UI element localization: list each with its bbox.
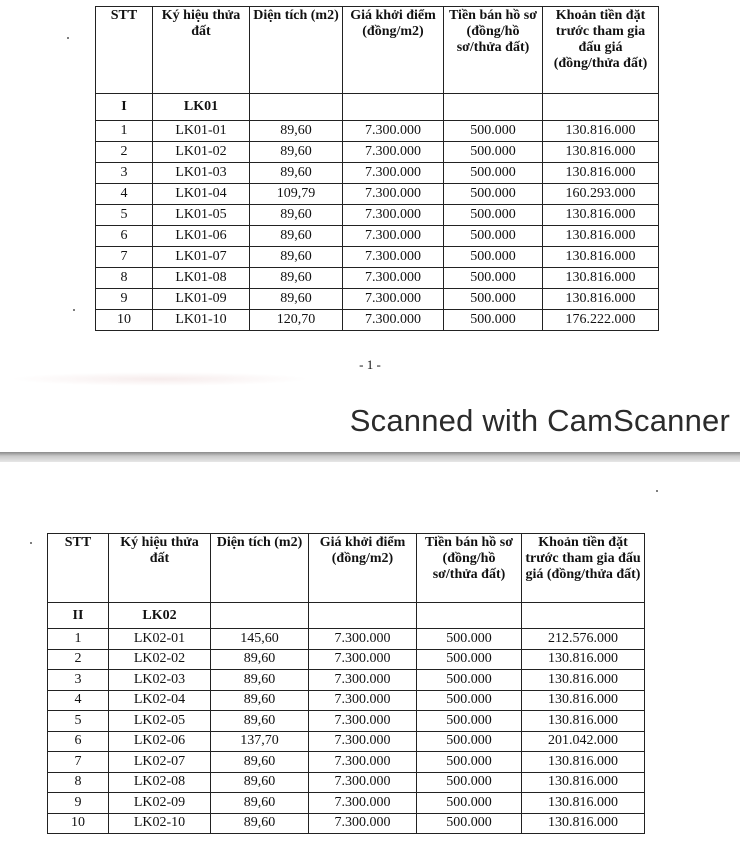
table-row [96, 205, 659, 226]
row-deposit: 130.816.000 [543, 289, 659, 310]
row-starting-price: 7.300.000 [343, 184, 444, 205]
row-document-fee: 500.000 [444, 310, 543, 331]
row-deposit: 212.576.000 [522, 629, 645, 650]
row-document-fee: 500.000 [417, 670, 522, 691]
row-deposit: 130.816.000 [543, 121, 659, 142]
land-plot-table-lk02 [47, 533, 645, 834]
table-row [48, 752, 645, 773]
row-stt: 10 [48, 813, 109, 834]
row-plot-code: LK01-08 [153, 268, 250, 289]
header-area: Diện tích (m2) [211, 534, 309, 603]
table-row [48, 793, 645, 814]
row-area: 89,60 [211, 793, 309, 814]
row-deposit: 130.816.000 [543, 205, 659, 226]
table-row [96, 268, 659, 289]
row-document-fee: 500.000 [417, 711, 522, 732]
row-plot-code: LK01-05 [153, 205, 250, 226]
row-document-fee: 500.000 [417, 793, 522, 814]
header-starting-price: Giá khởi điểm (đồng/m2) [309, 534, 417, 603]
row-deposit: 201.042.000 [522, 731, 645, 752]
row-document-fee: 500.000 [417, 813, 522, 834]
row-area: 89,60 [250, 121, 343, 142]
group-code: LK02 [109, 603, 211, 629]
row-starting-price: 7.300.000 [309, 690, 417, 711]
row-plot-code: LK01-04 [153, 184, 250, 205]
row-starting-price: 7.300.000 [343, 247, 444, 268]
header-deposit: Khoản tiền đặt trước tham gia đấu giá (đồng/thửa đất) [522, 534, 645, 603]
header-area: Diện tích (m2) [250, 7, 343, 94]
table-row [96, 142, 659, 163]
row-document-fee: 500.000 [444, 163, 543, 184]
row-plot-code: LK02-05 [109, 711, 211, 732]
row-document-fee: 500.000 [444, 121, 543, 142]
header-document-fee: Tiền bán hồ sơ (đồng/hồ sơ/thửa đất) [444, 7, 543, 94]
row-stt: 9 [48, 793, 109, 814]
group-number: II [48, 603, 109, 629]
row-deposit: 130.816.000 [522, 670, 645, 691]
group-number: I [96, 94, 153, 121]
row-starting-price: 7.300.000 [309, 629, 417, 650]
row-plot-code: LK02-10 [109, 813, 211, 834]
table-row [96, 121, 659, 142]
row-stt: 1 [48, 629, 109, 650]
row-stt: 9 [96, 289, 153, 310]
row-plot-code: LK01-03 [153, 163, 250, 184]
header-stt: STT [48, 534, 109, 603]
row-area: 89,60 [211, 772, 309, 793]
row-deposit: 176.222.000 [543, 310, 659, 331]
row-stt: 5 [96, 205, 153, 226]
header-starting-price: Giá khởi điểm (đồng/m2) [343, 7, 444, 94]
row-deposit: 130.816.000 [522, 752, 645, 773]
row-area: 89,60 [250, 226, 343, 247]
row-plot-code: LK01-09 [153, 289, 250, 310]
row-document-fee: 500.000 [444, 184, 543, 205]
row-area: 120,70 [250, 310, 343, 331]
row-starting-price: 7.300.000 [343, 142, 444, 163]
row-starting-price: 7.300.000 [309, 649, 417, 670]
table1-body [96, 121, 659, 331]
row-area: 89,60 [250, 205, 343, 226]
camscanner-watermark: Scanned with CamScanner [349, 403, 730, 438]
row-stt: 6 [48, 731, 109, 752]
table-row [48, 670, 645, 691]
table-row [48, 690, 645, 711]
row-document-fee: 500.000 [417, 629, 522, 650]
row-deposit: 130.816.000 [543, 226, 659, 247]
row-area: 89,60 [211, 813, 309, 834]
row-starting-price: 7.300.000 [309, 793, 417, 814]
row-stt: 2 [96, 142, 153, 163]
row-plot-code: LK01-02 [153, 142, 250, 163]
table-row [96, 226, 659, 247]
row-plot-code: LK02-02 [109, 649, 211, 670]
row-area: 109,79 [250, 184, 343, 205]
row-stt: 7 [96, 247, 153, 268]
table-row [96, 184, 659, 205]
row-deposit: 130.816.000 [522, 690, 645, 711]
row-plot-code: LK02-04 [109, 690, 211, 711]
row-stt: 4 [48, 690, 109, 711]
header-document-fee: Tiền bán hồ sơ (đồng/hồ sơ/thửa đất) [417, 534, 522, 603]
row-starting-price: 7.300.000 [309, 711, 417, 732]
row-deposit: 130.816.000 [543, 247, 659, 268]
row-plot-code: LK02-09 [109, 793, 211, 814]
group-code: LK01 [153, 94, 250, 121]
row-document-fee: 500.000 [444, 226, 543, 247]
row-area: 89,60 [211, 670, 309, 691]
row-plot-code: LK02-01 [109, 629, 211, 650]
table-row [96, 163, 659, 184]
page-separator [0, 452, 740, 462]
row-starting-price: 7.300.000 [309, 772, 417, 793]
row-area: 89,60 [211, 649, 309, 670]
row-starting-price: 7.300.000 [343, 289, 444, 310]
row-area: 89,60 [250, 247, 343, 268]
row-stt: 1 [96, 121, 153, 142]
row-deposit: 130.816.000 [522, 649, 645, 670]
row-document-fee: 500.000 [417, 752, 522, 773]
row-plot-code: LK02-03 [109, 670, 211, 691]
table-row [48, 772, 645, 793]
table-header-row [48, 534, 645, 603]
header-deposit: Khoản tiền đặt trước tham gia đấu giá (đồng/thửa đất) [543, 7, 659, 94]
row-deposit: 130.816.000 [543, 163, 659, 184]
row-starting-price: 7.300.000 [309, 752, 417, 773]
row-starting-price: 7.300.000 [343, 226, 444, 247]
table-row [48, 629, 645, 650]
page-number: - 1 - [359, 357, 381, 372]
row-area: 89,60 [250, 142, 343, 163]
table-row [48, 711, 645, 732]
row-area: 145,60 [211, 629, 309, 650]
row-stt: 7 [48, 752, 109, 773]
row-plot-code: LK01-01 [153, 121, 250, 142]
group-row [96, 94, 659, 121]
row-plot-code: LK02-07 [109, 752, 211, 773]
row-deposit: 130.816.000 [522, 772, 645, 793]
table-header-row [96, 7, 659, 94]
row-stt: 3 [48, 670, 109, 691]
row-plot-code: LK01-07 [153, 247, 250, 268]
row-starting-price: 7.300.000 [309, 731, 417, 752]
row-stt: 5 [48, 711, 109, 732]
group-row [48, 603, 645, 629]
row-document-fee: 500.000 [444, 205, 543, 226]
row-document-fee: 500.000 [417, 772, 522, 793]
row-area: 89,60 [250, 289, 343, 310]
row-document-fee: 500.000 [417, 731, 522, 752]
table-row [48, 731, 645, 752]
row-area: 89,60 [250, 268, 343, 289]
row-document-fee: 500.000 [444, 268, 543, 289]
row-area: 89,60 [211, 752, 309, 773]
row-document-fee: 500.000 [417, 649, 522, 670]
row-document-fee: 500.000 [444, 247, 543, 268]
header-plot-code: Ký hiệu thửa đất [153, 7, 250, 94]
row-stt: 10 [96, 310, 153, 331]
row-document-fee: 500.000 [417, 690, 522, 711]
row-area: 89,60 [250, 163, 343, 184]
row-deposit: 130.816.000 [522, 813, 645, 834]
row-starting-price: 7.300.000 [343, 205, 444, 226]
table-row [48, 813, 645, 834]
row-stt: 8 [96, 268, 153, 289]
table-row [48, 649, 645, 670]
row-deposit: 130.816.000 [522, 711, 645, 732]
row-starting-price: 7.300.000 [343, 121, 444, 142]
row-starting-price: 7.300.000 [343, 310, 444, 331]
row-starting-price: 7.300.000 [343, 163, 444, 184]
row-stt: 3 [96, 163, 153, 184]
table-row [96, 247, 659, 268]
header-stt: STT [96, 7, 153, 94]
row-area: 137,70 [211, 731, 309, 752]
row-plot-code: LK02-08 [109, 772, 211, 793]
row-deposit: 130.816.000 [543, 268, 659, 289]
row-plot-code: LK01-10 [153, 310, 250, 331]
table-row [96, 310, 659, 331]
row-area: 89,60 [211, 690, 309, 711]
row-starting-price: 7.300.000 [309, 813, 417, 834]
row-stt: 8 [48, 772, 109, 793]
table2-body [48, 629, 645, 834]
row-area: 89,60 [211, 711, 309, 732]
row-document-fee: 500.000 [444, 289, 543, 310]
table-row [96, 289, 659, 310]
row-starting-price: 7.300.000 [343, 268, 444, 289]
row-plot-code: LK01-06 [153, 226, 250, 247]
row-document-fee: 500.000 [444, 142, 543, 163]
land-plot-table-lk01 [95, 6, 659, 331]
row-stt: 4 [96, 184, 153, 205]
header-plot-code: Ký hiệu thửa đất [109, 534, 211, 603]
row-deposit: 160.293.000 [543, 184, 659, 205]
row-plot-code: LK02-06 [109, 731, 211, 752]
row-deposit: 130.816.000 [543, 142, 659, 163]
row-starting-price: 7.300.000 [309, 670, 417, 691]
row-deposit: 130.816.000 [522, 793, 645, 814]
row-stt: 2 [48, 649, 109, 670]
row-stt: 6 [96, 226, 153, 247]
